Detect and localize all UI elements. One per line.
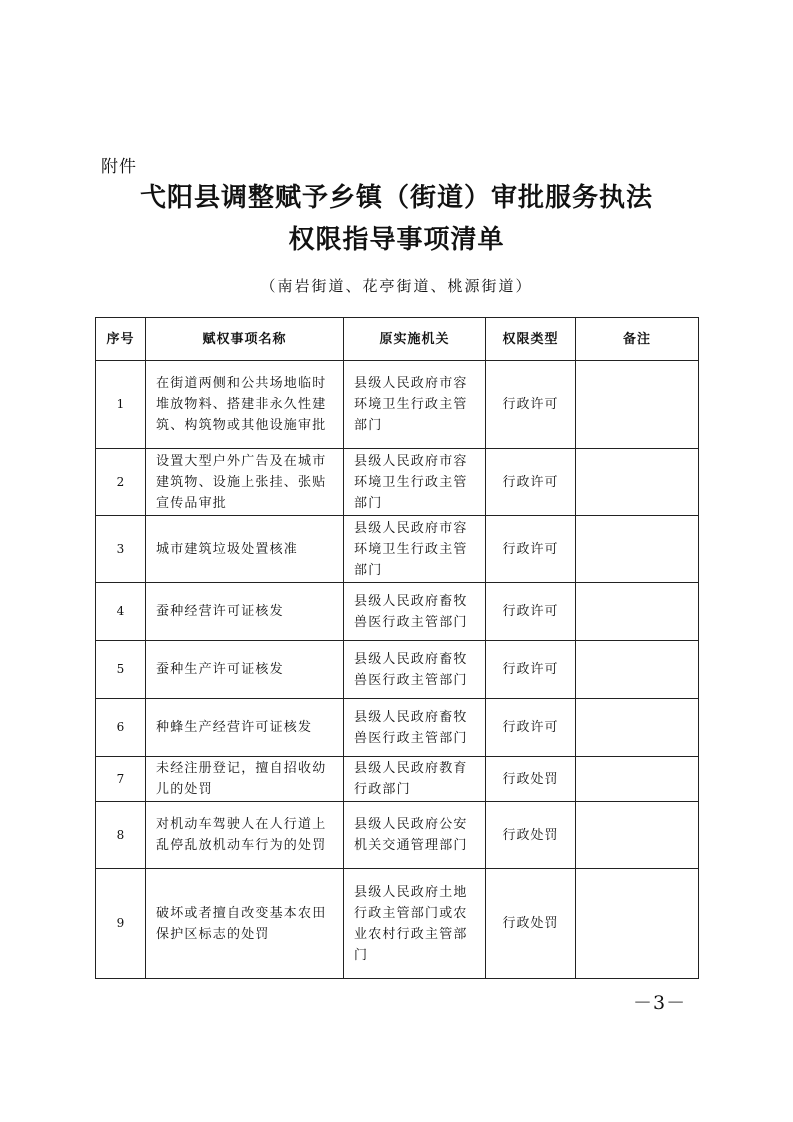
- row-authority-type: 行政处罚: [486, 802, 576, 869]
- row-no: 7: [96, 757, 146, 802]
- header-no: 序号: [96, 318, 146, 361]
- authority-list-table: [95, 317, 699, 979]
- table-row: [96, 757, 699, 802]
- table-row: [96, 641, 699, 699]
- row-no: 3: [96, 516, 146, 583]
- row-item-name: 城市建筑垃圾处置核准: [146, 516, 344, 583]
- row-original-agency: 县级人民政府教育行政部门: [344, 757, 486, 802]
- row-remarks: [576, 757, 699, 802]
- row-no: 9: [96, 869, 146, 979]
- header-remarks: 备注: [576, 318, 699, 361]
- header-item-name: 赋权事项名称: [146, 318, 344, 361]
- row-authority-type: 行政许可: [486, 699, 576, 757]
- table-header-row: [96, 318, 699, 361]
- table-row: [96, 802, 699, 869]
- row-original-agency: 县级人民政府畜牧兽医行政主管部门: [344, 699, 486, 757]
- document-subtitle: （南岩街道、花亭街道、桃源街道）: [260, 277, 533, 295]
- row-item-name: 蚕种经营许可证核发: [146, 583, 344, 641]
- row-item-name: 未经注册登记，擅自招收幼儿的处罚: [146, 757, 344, 802]
- table-row: [96, 449, 699, 516]
- row-item-name: 在街道两侧和公共场地临时堆放物料、搭建非永久性建筑、构筑物或其他设施审批: [146, 361, 344, 449]
- row-no: 8: [96, 802, 146, 869]
- row-remarks: [576, 869, 699, 979]
- page-number: －3－: [633, 992, 687, 1014]
- row-original-agency: 县级人民政府公安机关交通管理部门: [344, 802, 486, 869]
- table-row: [96, 361, 699, 449]
- row-remarks: [576, 361, 699, 449]
- row-original-agency: 县级人民政府畜牧兽医行政主管部门: [344, 583, 486, 641]
- row-authority-type: 行政许可: [486, 583, 576, 641]
- row-no: 2: [96, 449, 146, 516]
- row-original-agency: 县级人民政府市容环境卫生行政主管部门: [344, 516, 486, 583]
- row-remarks: [576, 802, 699, 869]
- row-no: 1: [96, 361, 146, 449]
- table-row: [96, 699, 699, 757]
- row-remarks: [576, 699, 699, 757]
- table-row: [96, 869, 699, 979]
- row-item-name: 破坏或者擅自改变基本农田保护区标志的处罚: [146, 869, 344, 979]
- row-no: 5: [96, 641, 146, 699]
- row-original-agency: 县级人民政府市容环境卫生行政主管部门: [344, 449, 486, 516]
- row-remarks: [576, 516, 699, 583]
- document-title-line-1: 弋阳县调整赋予乡镇（街道）审批服务执法: [139, 183, 653, 213]
- header-authority-type: 权限类型: [486, 318, 576, 361]
- row-authority-type: 行政许可: [486, 641, 576, 699]
- table-row: [96, 516, 699, 583]
- row-no: 6: [96, 699, 146, 757]
- row-authority-type: 行政许可: [486, 449, 576, 516]
- row-item-name: 种蜂生产经营许可证核发: [146, 699, 344, 757]
- row-authority-type: 行政处罚: [486, 757, 576, 802]
- row-remarks: [576, 583, 699, 641]
- row-item-name: 蚕种生产许可证核发: [146, 641, 344, 699]
- attachment-label: 附件: [101, 157, 137, 177]
- row-item-name: 设置大型户外广告及在城市建筑物、设施上张挂、张贴宣传品审批: [146, 449, 344, 516]
- row-original-agency: 县级人民政府畜牧兽医行政主管部门: [344, 641, 486, 699]
- row-authority-type: 行政许可: [486, 516, 576, 583]
- row-item-name: 对机动车驾驶人在人行道上乱停乱放机动车行为的处罚: [146, 802, 344, 869]
- row-original-agency: 县级人民政府土地行政主管部门或农业农村行政主管部门: [344, 869, 486, 979]
- row-remarks: [576, 641, 699, 699]
- row-no: 4: [96, 583, 146, 641]
- document-title-line-2: 权限指导事项清单: [288, 225, 505, 255]
- row-authority-type: 行政处罚: [486, 869, 576, 979]
- header-original-agency: 原实施机关: [344, 318, 486, 361]
- row-authority-type: 行政许可: [486, 361, 576, 449]
- table-row: [96, 583, 699, 641]
- row-remarks: [576, 449, 699, 516]
- row-original-agency: 县级人民政府市容环境卫生行政主管部门: [344, 361, 486, 449]
